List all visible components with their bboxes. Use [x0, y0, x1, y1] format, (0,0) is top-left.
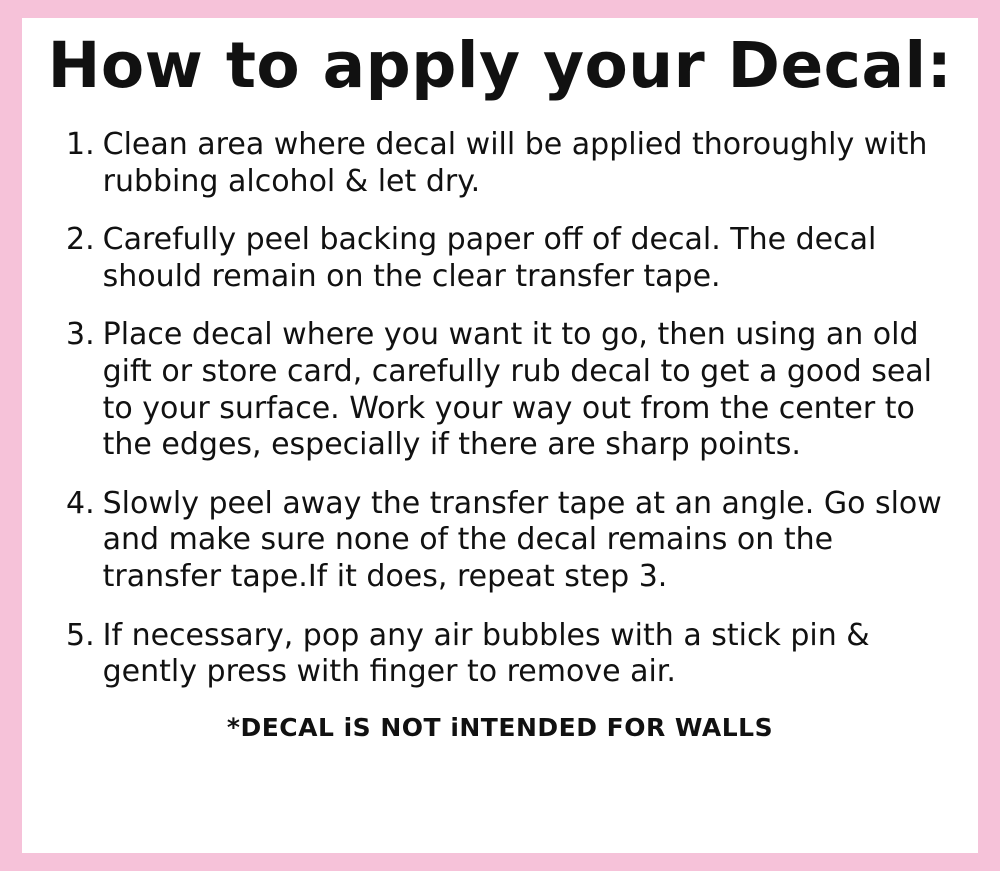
step-text: Slowly peel away the transfer tape at an angle. Go slow and make sure none of the decal remains on the transfer tape.If it does, repeat step 3. — [102, 485, 942, 594]
step-number: 1. — [66, 127, 95, 162]
step-number: 2. — [66, 222, 95, 258]
list-item — [66, 127, 944, 200]
step-number: 4. — [66, 485, 95, 521]
step-text: Place decal where you want it to go, then using an old gift or store card, carefully rub decal to get a good seal to your surface. Work your way out from the center to the edges, especially if there are sharp points. — [102, 317, 933, 463]
step-text: Clean area where decal will be applied thoroughly with rubbing alcohol & let dry. — [102, 127, 928, 199]
step-number: 5. — [66, 617, 95, 653]
step-text: If necessary, pop any air bubbles with a stick pin & gently press with finger to remove air. — [102, 617, 870, 690]
step-number: 3. — [66, 317, 95, 353]
footnote: *DECAL iS NOT iNTENDED FOR WALLS — [226, 712, 774, 742]
steps-list — [22, 127, 978, 691]
page-title: How to apply your Decal: — [47, 29, 953, 102]
step-text: Carefully peel backing paper off of decal. The decal should remain on the clear transfer tape. — [102, 222, 877, 294]
instruction-card — [22, 18, 978, 853]
list-item — [66, 317, 944, 463]
list-item — [66, 222, 944, 295]
list-item — [66, 618, 944, 691]
list-item — [66, 486, 944, 596]
